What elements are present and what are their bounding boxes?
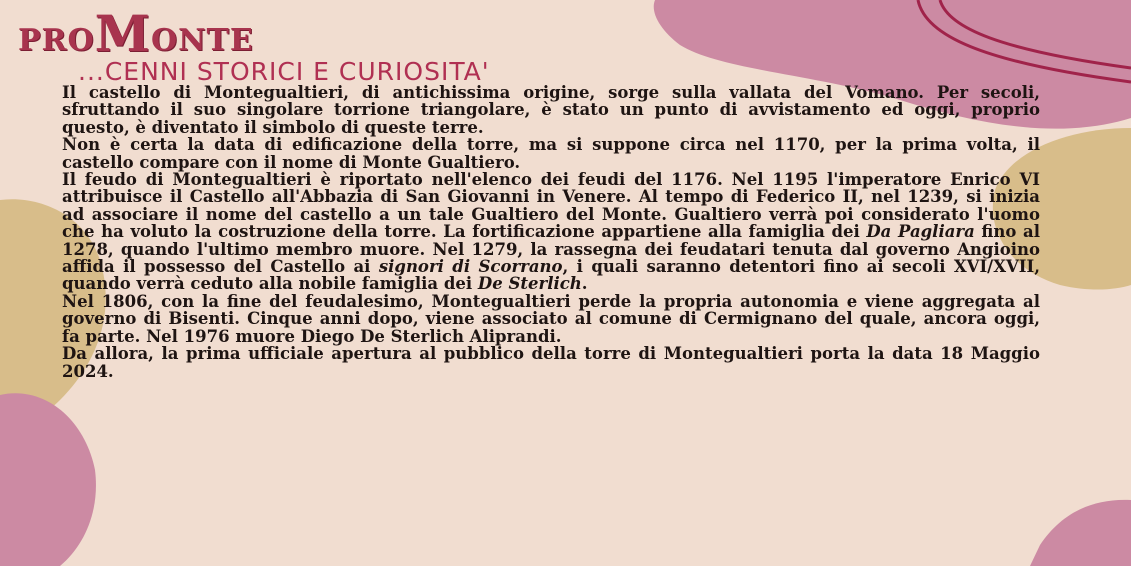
paragraph-3-text-3: , i quali saranno detentori fino ai secoli XVI/XVII, quando verrà ceduto alla nobile famiglia dei	[62, 257, 1040, 294]
page-subtitle: ...CENNI STORICI E CURIOSITA'	[78, 57, 490, 86]
paragraph-5: Da allora, la prima ufficiale apertura al pubblico della torre di Montegualtieri porta la data 18 Maggio 2024.	[62, 344, 1040, 381]
family-name-de-sterlich: De Sterlich	[477, 274, 582, 294]
paragraph-2: Non è certa la data di edificazione della torre, ma si suppone circa nel 1170, per la prima volta, il castello compare con il nome di Monte Gualtiero.	[62, 135, 1040, 172]
promonte-logo	[18, 4, 254, 63]
paragraph-4: Nel 1806, con la fine del feudalesimo, Montegualtieri perde la propria autonomia e viene aggregata al governo di Bisenti. Cinque anni dopo, viene associato al comune di Cermignano del quale, ancora oggi, fa parte. Nel 1976 muore Diego De Sterlich Aliprandi.	[62, 291, 1040, 346]
pink-blob-bottom-right	[1030, 500, 1131, 566]
paragraph-3	[62, 171, 1040, 293]
logo-part-onte: ONTE	[150, 23, 254, 58]
pink-blob-left	[0, 393, 96, 566]
history-text	[62, 84, 1040, 380]
family-name-da-pagliara: Da Pagliara	[866, 222, 975, 242]
paragraph-3-text-1: Il feudo di Montegualtieri è riportato nell'elenco dei feudi del 1176. Nel 1195 l'imperatore Enrico VI attribuisce il Castello all'Abbazia di San Giovanni in Venere. Al tempo di Federico II, nel 1239, si inizia ad associare il nome del castello a un tale Gualtiero del Monte. Gualtiero verrà poi considerato l'uomo che ha voluto la costruzione della torre. La fortificazione appartiene alla famiglia dei	[62, 170, 1040, 242]
paragraph-3-text-4: .	[581, 274, 588, 294]
logo-part-pro: PRO	[18, 23, 95, 58]
paragraph-3-text-2: fino al 1278, quando l'ultimo membro muore. Nel 1279, la rassegna dei feudatari tenuta dal governo Angioino affida il possesso del Castello ai	[62, 222, 1040, 277]
logo-part-m: M	[94, 4, 151, 63]
family-name-signori-di-scorrano: signori di Scorrano	[378, 257, 563, 277]
paragraph-1: Il castello di Montegualtieri, di antichissima origine, sorge sulla vallata del Vomano. Per secoli, sfruttando il suo singolare torrione triangolare, è stato un punto di avvistamento ed oggi, proprio questo, è diventato il simbolo di queste terre.	[62, 83, 1040, 137]
